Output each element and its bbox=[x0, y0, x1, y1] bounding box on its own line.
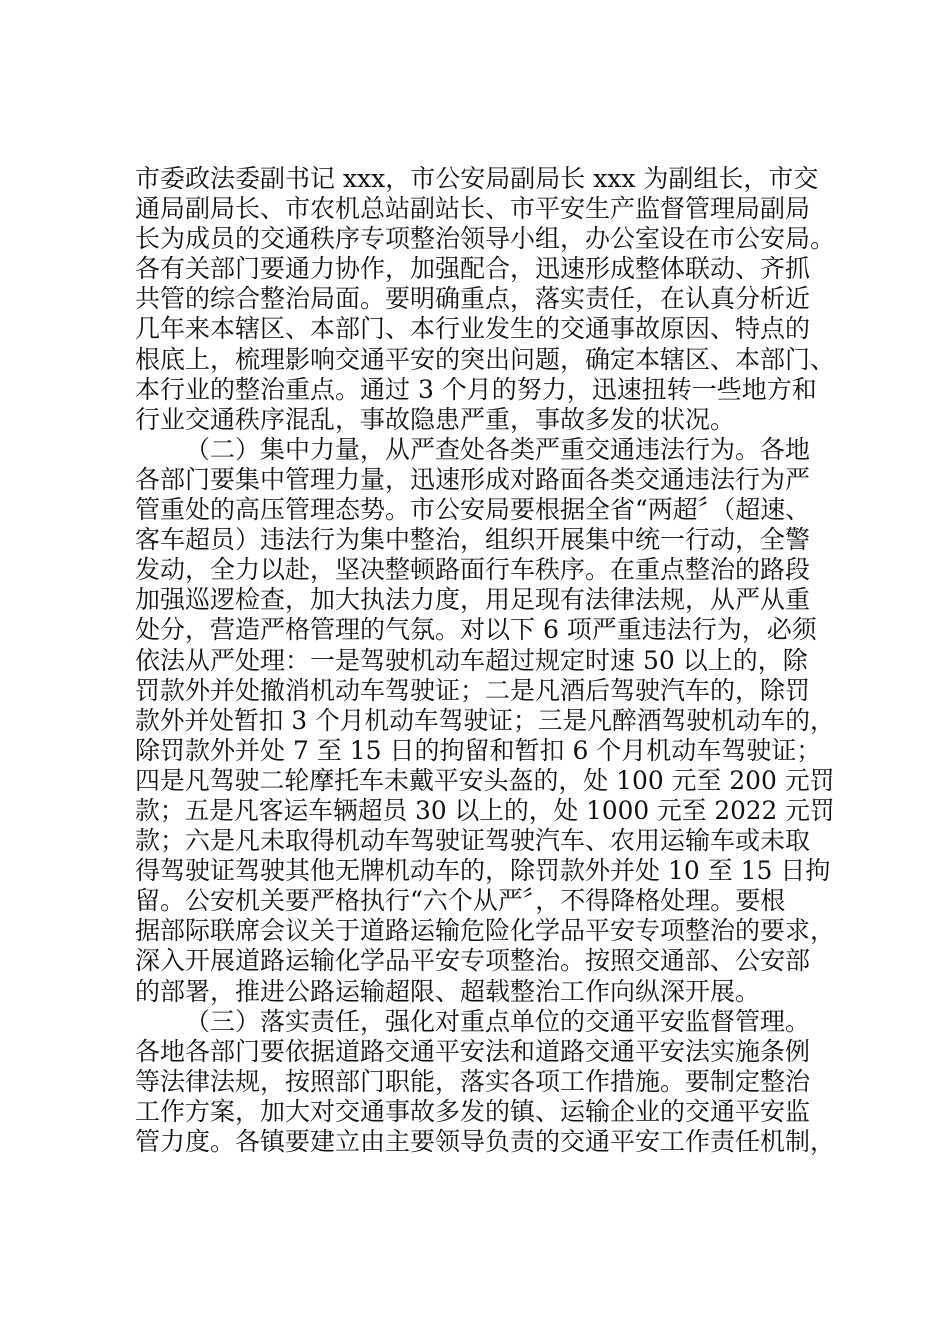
text-line: 共管的综合整治局面。要明确重点，落实责任，在认真分析近 bbox=[135, 284, 811, 314]
text-line: 款外并处暂扣 3 个月机动车驾驶证；三是凡醉酒驾驶机动车的， bbox=[135, 705, 835, 735]
text-line: 长为成员的交通秩序专项整治领导小组，办公室设在市公安局。 bbox=[135, 224, 836, 254]
text-line: 留。公安机关要严格执行“六个从严〞，不得降格处理。要根 bbox=[135, 886, 786, 916]
text-line: 各部门要集中管理力量，迅速形成对路面各类交通违法行为严 bbox=[135, 464, 811, 494]
text-line: 根底上，梳理影响交通平安的突出问题，确定本辖区、本部门、 bbox=[135, 344, 836, 374]
text-line: 加强巡逻检查，加大执法力度，用足现有法律法规，从严从重 bbox=[135, 585, 811, 615]
text-line: 的部署，推进公路运输超限、超载整治工作向纵深开展。 bbox=[135, 976, 761, 1006]
text-line: 本行业的整治重点。通过 3 个月的努力，迅速扭转一些地方和 bbox=[135, 374, 817, 404]
text-line: 市委政法委副书记 xxx，市公安局副局长 xxx 为副组长，市交 bbox=[135, 164, 819, 193]
text-line: 款；六是凡未取得机动车驾驶证驾驶汽车、农用运输车或未取 bbox=[135, 826, 811, 856]
text-line: 得驾驶证驾驶其他无牌机动车的，除罚款外并处 10 至 15 日拘 bbox=[135, 856, 831, 886]
text-line: 各地各部门要依据道路交通平安法和道路交通平安法实施条例 bbox=[135, 1036, 811, 1066]
text-line: 罚款外并处撤消机动车驾驶证；二是凡酒后驾驶汽车的，除罚 bbox=[135, 675, 811, 705]
text-line: 几年来本辖区、本部门、本行业发生的交通事故原因、特点的 bbox=[135, 314, 811, 344]
text-line: 管力度。各镇要建立由主要领导负责的交通平安工作责任机制， bbox=[135, 1127, 836, 1156]
text-line: 款；五是凡客运车辆超员 30 以上的，处 1000 元至 2022 元罚 bbox=[135, 795, 835, 825]
text-line: 客车超员）违法行为集中整治，组织开展集中统一行动，全警 bbox=[135, 525, 811, 555]
text-line: 深入开展道路运输化学品平安专项整治。按照交通部、公安部 bbox=[135, 946, 811, 976]
text-line: 等法律法规，按照部门职能，落实各项工作措施。要制定整治 bbox=[135, 1066, 811, 1096]
paragraph-start-line: （二）集中力量，从严查处各类严重交通违法行为。各地 bbox=[185, 434, 811, 464]
text-line: 据部际联席会议关于道路运输危险化学品平安专项整治的要求， bbox=[135, 916, 836, 946]
document-body bbox=[135, 164, 836, 1157]
text-line: 管重处的高压管理态势。市公安局要根据全省“两超〞（超速、 bbox=[135, 495, 811, 525]
paragraph-start-line: （三）落实责任，强化对重点单位的交通平安监督管理。 bbox=[185, 1006, 811, 1036]
text-line: 行业交通秩序混乱，事故隐患严重，事故多发的状况。 bbox=[135, 404, 736, 434]
text-line: 各有关部门要通力协作，加强配合，迅速形成整体联动、齐抓 bbox=[135, 254, 811, 284]
text-line: 除罚款外并处 7 至 15 日的拘留和暂扣 6 个月机动车驾驶证； bbox=[135, 735, 822, 765]
text-line: 处分，营造严格管理的气氛。对以下 6 项严重违法行为，必须 bbox=[135, 615, 817, 645]
text-line: 工作方案，加大对交通事故多发的镇、运输企业的交通平安监 bbox=[135, 1096, 811, 1126]
text-line: 依法从严处理：一是驾驶机动车超过规定时速 50 以上的，除 bbox=[135, 645, 808, 675]
text-line: 四是凡驾驶二轮摩托车未戴平安头盔的，处 100 元至 200 元罚 bbox=[135, 765, 835, 795]
text-line: 通局副局长、市农机总站副站长、市平安生产监督管理局副局 bbox=[135, 194, 811, 224]
text-line: 发动，全力以赴，坚决整顿路面行车秩序。在重点整治的路段 bbox=[135, 555, 811, 585]
